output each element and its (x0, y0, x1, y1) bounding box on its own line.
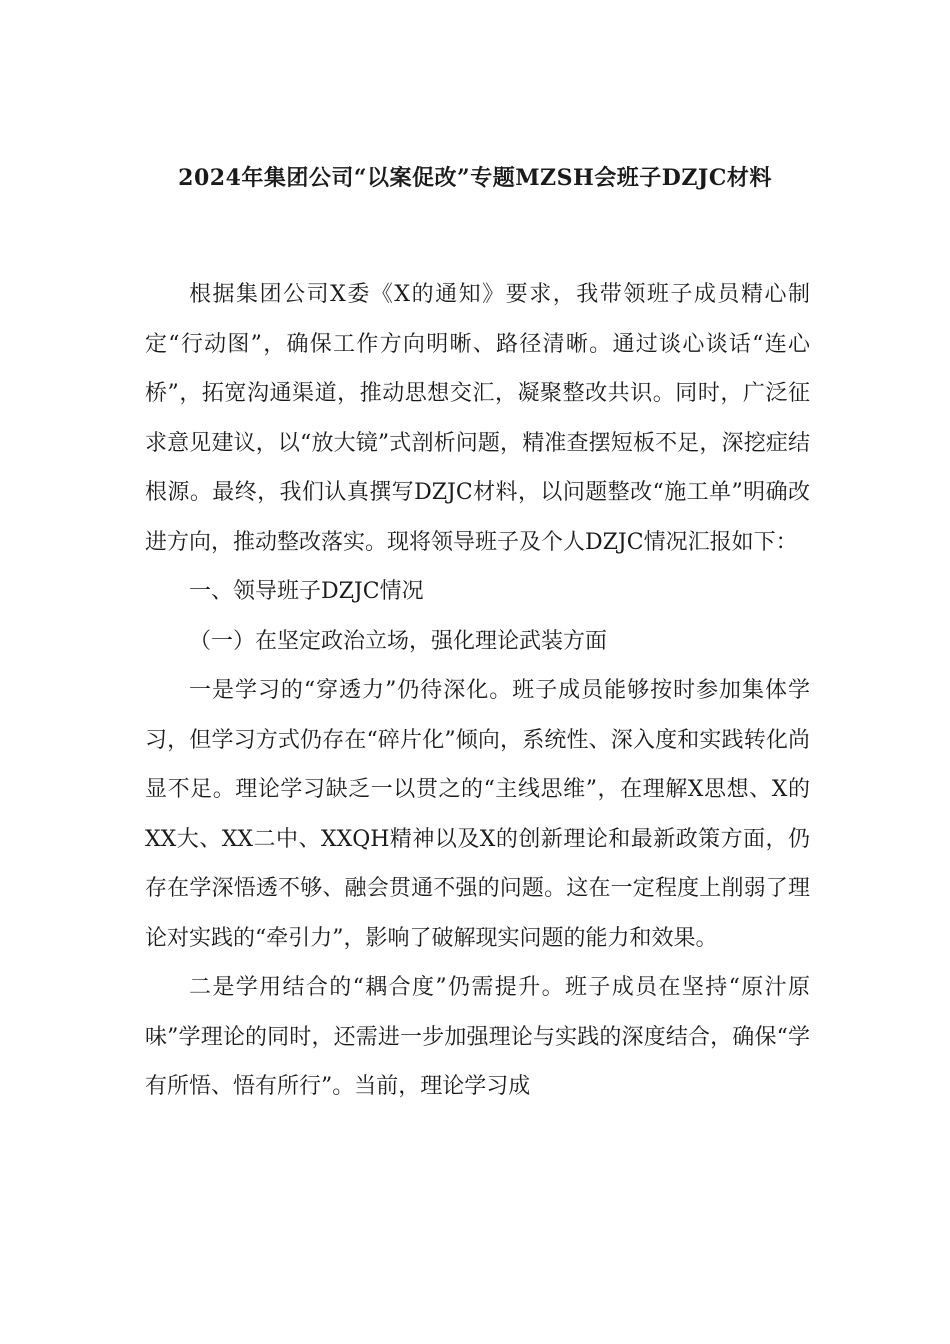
body-paragraph: 一是学习的“穿透力”仍待深化。班子成员能够按时参加集体学习，但学习方式仍存在“碎片化”倾向，系统性、深入度和实践转化尚显不足。理论学习缺乏一以贯之的“主线思维”，在理解X思想、X的XX大、XX二中、XXQH精神以及X的创新理论和最新政策方面，仍存在学深悟透不够、融会贯通不强的问题。这在一定程度上削弱了理论对实践的“牵引力”，影响了破解现实问题的能力和效果。 (145, 678, 810, 951)
document-title: 2024年集团公司“以案促改”专题MZSH会班子DZJC材料 (178, 165, 772, 191)
document-body (145, 270, 810, 1112)
body-paragraph: 二是学用结合的“耦合度”仍需提升。班子成员在坚持“原汁原味”学理论的同时，还需进一步加强理论与实践的深度结合，确保“学有所悟、悟有所行”。当前，理论学习成 (145, 975, 810, 1099)
intro-paragraph: 根据集团公司X委《X的通知》要求，我带领班子成员精心制定“行动图”，确保工作方向明晰、路径清晰。通过谈心谈话“连心桥”，拓宽沟通渠道，推动思想交汇，凝聚整改共识。同时，广泛征求意见建议，以“放大镜”式剖析问题，精准查摆短板不足，深挖症结根源。最终，我们认真撰写DZJC材料，以问题整改“施工单”明确改进方向，推动整改落实。现将领导班子及个人DZJC情况汇报如下： (145, 282, 810, 555)
section-heading: 一、领导班子DZJC情况 (189, 579, 424, 604)
subsection-heading: （一）在坚定政治立场，强化理论武装方面 (189, 628, 608, 654)
